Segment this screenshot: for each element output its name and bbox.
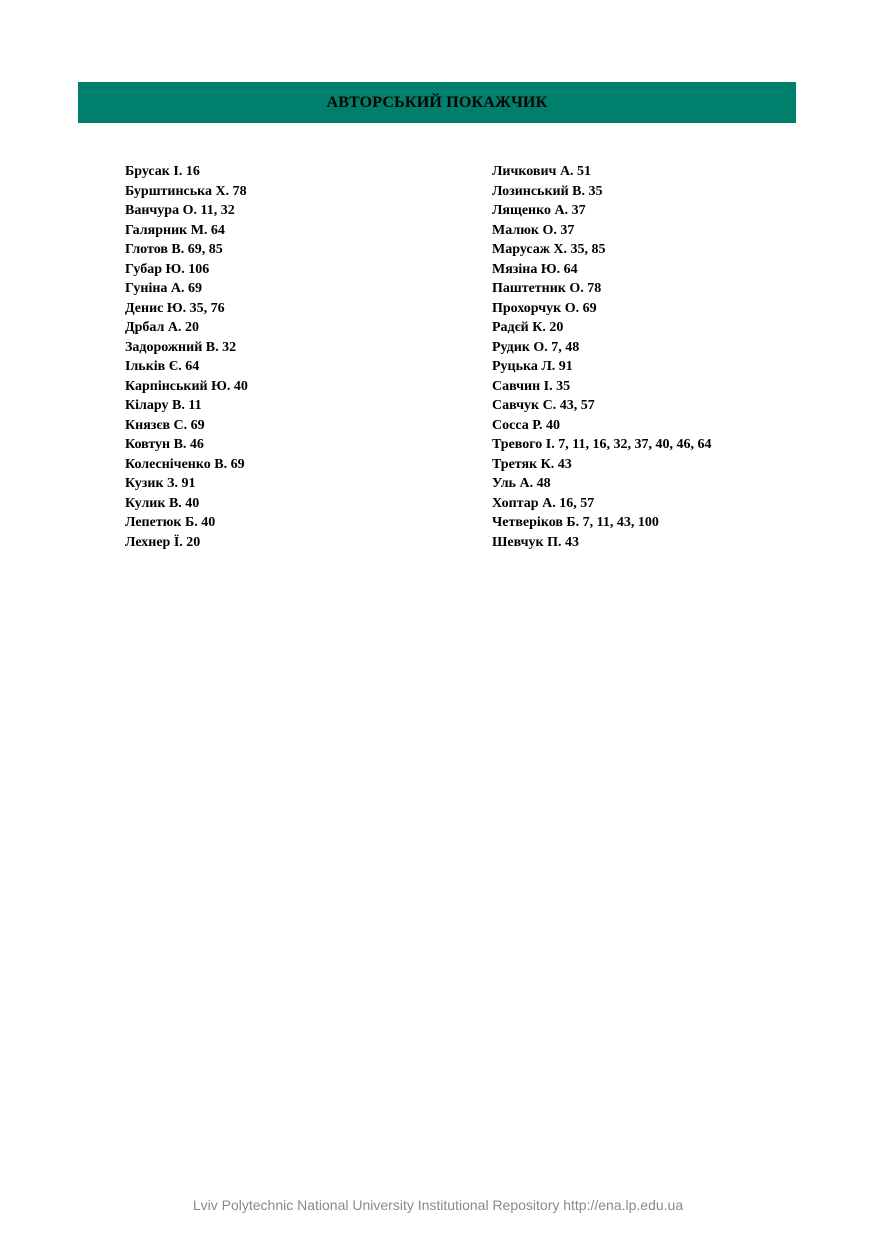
- index-entry: Кузик З. 91: [125, 476, 196, 491]
- index-entry: Лехнер Ї. 20: [125, 534, 201, 550]
- index-entry: Лепетюк Б. 40: [125, 515, 216, 530]
- index-entry: Мязіна Ю. 64: [492, 261, 578, 277]
- index-entry: Князєв С. 69: [125, 417, 205, 433]
- index-entry: Малюк О. 37: [492, 222, 575, 238]
- index-entry: Уль А. 48: [492, 476, 551, 491]
- index-entry: Денис Ю. 35, 76: [125, 300, 225, 316]
- index-entry: Губар Ю. 106: [125, 261, 210, 277]
- repository-footer: Lviv Polytechnic National University Institutional Repository http://ena.lp.edu.ua: [192, 1197, 684, 1213]
- index-entry: Марусаж Х. 35, 85: [492, 242, 606, 257]
- section-banner: [78, 82, 796, 123]
- index-entry: Глотов В. 69, 85: [125, 242, 223, 257]
- index-entry: Прохорчук О. 69: [492, 300, 597, 316]
- index-entry: Паштетник О. 78: [492, 281, 602, 296]
- index-entry: Третяк К. 43: [492, 456, 572, 472]
- index-entry: Кулик В. 40: [125, 495, 200, 511]
- index-entry: Рудик О. 7, 48: [492, 339, 580, 355]
- author-index-left-column: [125, 162, 248, 552]
- index-entry: Ванчура О. 11, 32: [125, 203, 235, 218]
- index-entry: Задорожний В. 32: [125, 339, 237, 355]
- index-entry: Хоптар А. 16, 57: [492, 495, 595, 511]
- page-title: АВТОРСЬКИЙ ПОКАЖЧИК: [326, 93, 548, 111]
- index-entry: Ільків Є. 64: [125, 359, 200, 374]
- index-entry: Лященко А. 37: [492, 203, 586, 218]
- index-entry: Четверіков Б. 7, 11, 43, 100: [492, 515, 659, 530]
- index-entry: Лозинський В. 35: [492, 183, 603, 199]
- index-entry: Шевчук П. 43: [492, 534, 579, 550]
- index-entry: Галярник М. 64: [125, 222, 225, 238]
- index-entry: Сосса Р. 40: [492, 417, 561, 433]
- index-entry: Дрбал А. 20: [125, 320, 200, 335]
- index-entry: Карпінський Ю. 40: [125, 378, 248, 394]
- index-entry: Савчук С. 43, 57: [492, 398, 595, 413]
- index-entry: Колесніченко В. 69: [125, 456, 245, 472]
- index-entry: Бурштинська Х. 78: [125, 183, 247, 199]
- index-entry: Личкович А. 51: [492, 164, 592, 179]
- author-index-right-column: [492, 162, 711, 552]
- index-entry: Ковтун В. 46: [125, 437, 204, 452]
- index-entry: Гуніна А. 69: [125, 281, 203, 296]
- index-entry: Савчин І. 35: [492, 378, 571, 394]
- index-entry: Брусак І. 16: [125, 164, 200, 179]
- index-entry: Радєй К. 20: [492, 320, 564, 335]
- index-entry: Руцька Л. 91: [492, 359, 573, 374]
- index-entry: Кілару В. 11: [125, 398, 202, 413]
- index-entry: Тревого І. 7, 11, 16, 32, 37, 40, 46, 64: [492, 437, 712, 452]
